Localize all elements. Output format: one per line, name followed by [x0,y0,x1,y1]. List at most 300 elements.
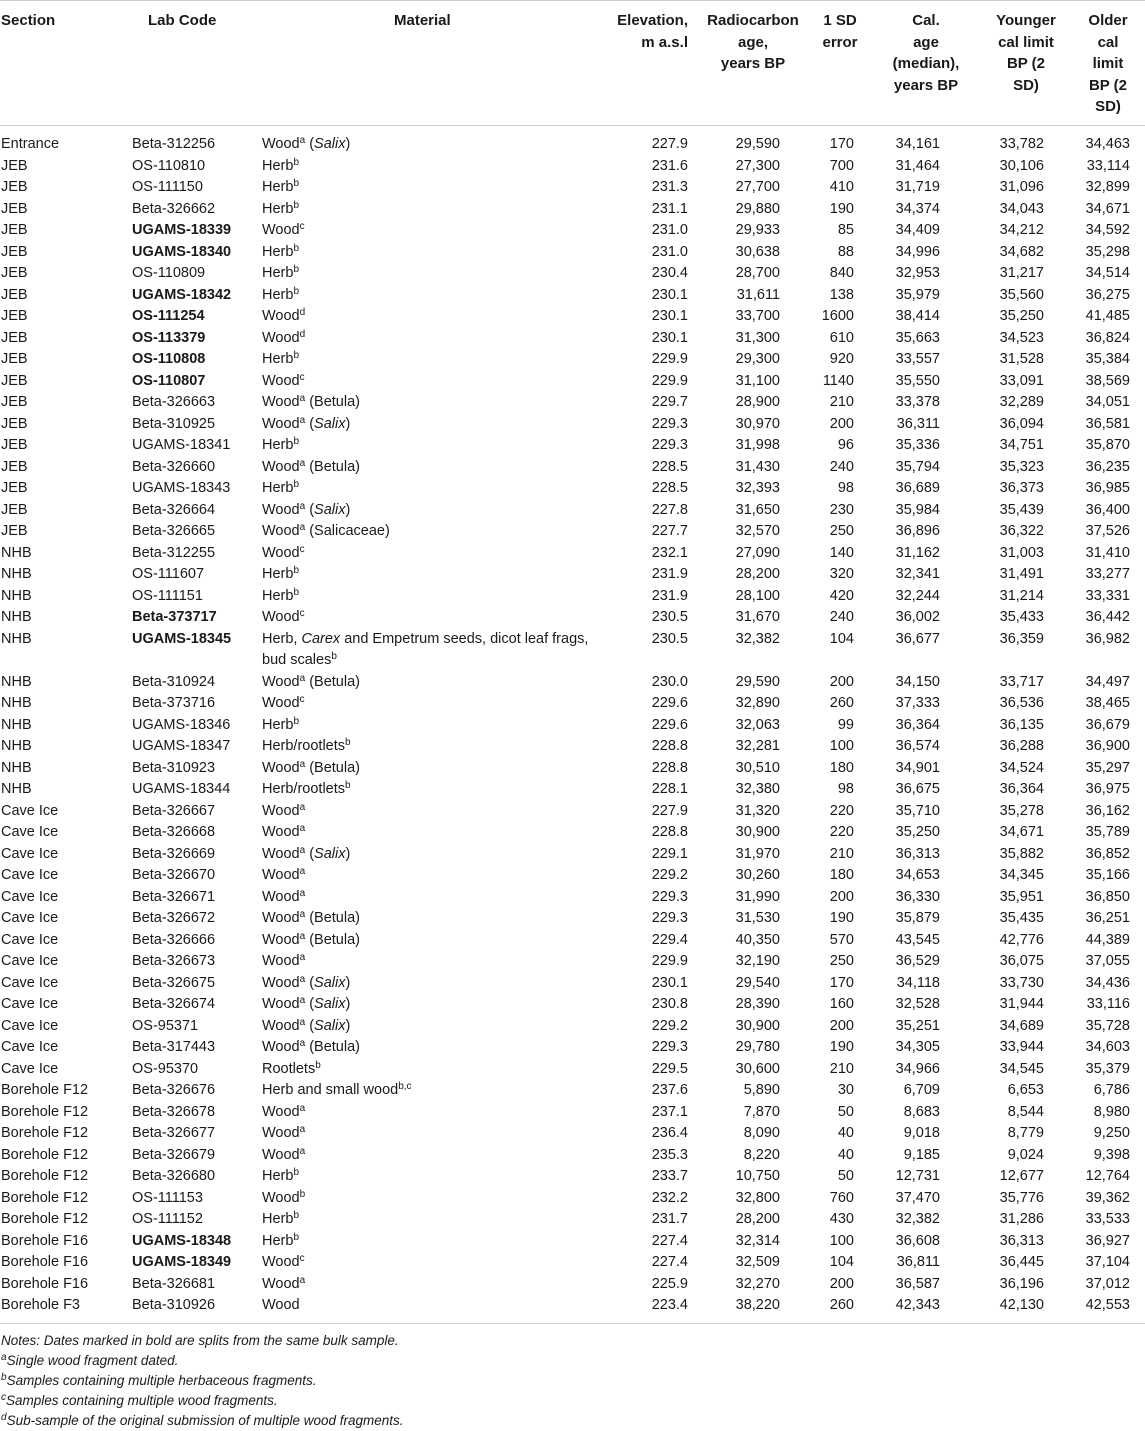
footnote-mark: b [345,737,351,748]
cell-cal-age-median: 9,018 [903,1125,940,1141]
material-text: Herb [262,587,294,604]
cell-material [262,500,592,522]
cell-lab-code: Beta-326667 [132,802,216,819]
footnote-mark: c [299,608,305,619]
cell-younger-limit: 35,439 [999,501,1044,518]
cell-elevation: 229.2 [651,1017,688,1034]
cell-radiocarbon-age: 8,090 [743,1125,780,1141]
cell-cal-age-median: 34,305 [895,1039,940,1055]
table-row [0,1209,1145,1231]
footnote-mark: b [331,651,337,662]
cell-younger-limit: 34,751 [999,437,1044,453]
material-text: Wood [262,458,300,475]
cell-elevation: 229.9 [651,372,688,389]
footnote-mark: b [293,199,299,211]
cell-section: JEB [1,437,28,453]
material-text: Wood [262,222,300,238]
cell-elevation: 229.2 [651,867,688,883]
cell-lab-code: Beta-326676 [132,1082,216,1098]
table-row [0,844,1145,866]
cell-cal-age-median: 32,382 [895,1211,940,1227]
cell-lab-code: OS-110809 [132,265,206,281]
cell-cal-age-median: 34,150 [895,673,940,690]
header-elevation-line: Elevation, [617,12,688,29]
cell-section: Cave Ice [1,1039,59,1055]
table-notes [1,1331,404,1431]
cell-sd-error: 230 [829,501,854,518]
material-text: Wood [262,845,300,862]
cell-sd-error: 190 [829,910,854,926]
cell-sd-error: 100 [829,1232,854,1249]
cell-sd-error: 138 [829,286,854,303]
cell-radiocarbon-age: 28,200 [735,566,780,582]
footnote-mark: a [299,1124,306,1135]
cell-younger-limit: 34,212 [999,222,1044,238]
cell-cal-age-median: 31,464 [895,157,940,174]
note-c [1,1391,404,1411]
table-row [0,1102,1145,1124]
cell-material [262,586,592,608]
cell-older-limit: 41,485 [1085,308,1130,324]
cell-radiocarbon-age: 31,300 [735,329,780,346]
material-text: Salix [314,136,346,152]
cell-older-limit: 36,850 [1085,888,1130,905]
cell-elevation: 229.6 [651,716,688,733]
cell-radiocarbon-age: 32,190 [735,953,780,969]
cell-younger-limit: 34,545 [999,1060,1044,1077]
cell-cal-age-median: 36,587 [895,1275,940,1292]
cell-younger-limit: 31,944 [999,996,1044,1012]
table-row [0,371,1145,393]
cell-sd-error: 99 [837,716,854,733]
cell-older-limit: 37,055 [1085,953,1130,969]
cell-lab-code: Beta-326669 [132,845,216,862]
material-text: Wood [262,372,300,389]
cell-material [262,328,592,350]
cell-radiocarbon-age: 31,670 [735,609,780,625]
cell-material [262,672,592,694]
cell-material [262,371,592,393]
cell-elevation: 230.0 [651,673,688,690]
cell-lab-code: OS-111153 [132,1189,203,1206]
material-text: Wood [262,523,300,539]
cell-material [262,930,592,952]
header-radiocarbon-line: Radiocarbon [707,12,799,29]
cell-sd-error: 180 [829,759,854,776]
header-cal-age-line: (median), [892,55,960,72]
cell-cal-age-median: 36,330 [895,888,940,905]
footnote-mark: a [299,844,306,856]
cell-section: Borehole F12 [1,1211,89,1227]
cell-cal-age-median: 9,185 [903,1146,940,1163]
cell-material [262,543,592,565]
material-text: Salix [314,996,346,1012]
cell-lab-code: UGAMS-18347 [132,738,231,754]
cell-younger-limit: 35,323 [999,458,1044,475]
header-section: Section [1,12,56,29]
cell-elevation: 229.3 [651,415,688,432]
cell-older-limit: 36,581 [1085,415,1130,432]
cell-material [262,1295,592,1317]
cell-section: NHB [1,738,32,754]
cell-elevation: 225.9 [651,1275,688,1292]
material-text: and Empetrum seeds, dicot leaf frags, bud scales [262,630,589,668]
material-text: Wood [262,1146,300,1163]
cell-material [262,521,592,543]
cell-section: NHB [1,630,32,647]
cell-section: NHB [1,587,32,604]
cell-elevation: 228.8 [651,738,688,754]
footnote-mark: b [293,1210,299,1221]
cell-radiocarbon-age: 33,700 [735,308,780,324]
cell-section: NHB [1,673,32,690]
cell-older-limit: 34,592 [1085,222,1130,238]
cell-cal-age-median: 32,341 [895,566,940,582]
cell-material [262,306,592,328]
cell-elevation: 230.5 [651,630,688,647]
cell-sd-error: 40 [837,1146,854,1163]
cell-cal-age-median: 35,336 [895,437,940,453]
cell-younger-limit: 35,435 [999,910,1044,926]
cell-elevation: 229.9 [651,953,688,969]
header-radiocarbon-line: years BP [720,55,786,72]
table-row [0,285,1145,307]
cell-lab-code: OS-110808 [132,351,206,367]
cell-elevation: 230.1 [651,308,688,324]
cell-older-limit: 32,899 [1085,179,1130,195]
cell-sd-error: 250 [829,523,854,539]
cell-cal-age-median: 35,979 [895,286,940,303]
material-text: Wood [262,910,300,926]
cell-sd-error: 85 [837,222,854,238]
cell-elevation: 232.1 [651,544,688,561]
cell-younger-limit: 34,345 [999,867,1044,883]
cell-elevation: 223.4 [651,1297,688,1313]
cell-elevation: 228.1 [651,781,688,797]
material-text: Herb [262,200,294,217]
cell-section: Entrance [1,136,60,152]
table-row [0,672,1145,694]
cell-sd-error: 30 [837,1082,854,1098]
material-text: ( [305,974,315,991]
cell-younger-limit: 36,313 [999,1232,1044,1249]
cell-section: Borehole F12 [1,1103,89,1120]
cell-lab-code: OS-95370 [132,1060,199,1077]
material-text: Wood [262,695,300,711]
note-text: Sub-sample of the original submission of multiple wood fragments. [6,1413,404,1428]
cell-section: NHB [1,695,32,711]
cell-sd-error: 570 [829,931,854,948]
material-text: Wood [262,1017,300,1034]
material-text: Wood [262,329,300,346]
cell-radiocarbon-age: 7,870 [743,1103,780,1120]
header-younger-line: cal limit [998,33,1054,51]
cell-cal-age-median: 34,996 [895,243,940,260]
cell-older-limit: 34,463 [1085,136,1130,152]
cell-younger-limit: 33,782 [999,136,1044,152]
cell-cal-age-median: 36,529 [895,953,940,969]
cell-section: Cave Ice [1,974,59,991]
cell-section: JEB [1,523,28,539]
cell-material [262,1209,592,1231]
cell-older-limit: 42,553 [1085,1297,1130,1313]
cell-older-limit: 36,235 [1085,458,1130,475]
material-text: Wood [262,501,300,518]
header-sd-error [812,10,868,53]
header-sd-error-line: 1 SD [823,12,857,29]
cell-material [262,1080,592,1102]
footnote-mark: a [299,887,306,899]
cell-cal-age-median: 34,118 [896,974,940,991]
cell-older-limit: 36,852 [1085,845,1130,862]
cell-sd-error: 210 [829,1060,854,1077]
cell-older-limit: 33,114 [1086,157,1130,174]
cell-older-limit: 34,436 [1085,974,1130,991]
cell-lab-code: Beta-326677 [132,1125,216,1141]
cell-sd-error: 88 [837,243,854,260]
cell-sd-error: 1600 [821,308,854,324]
table-row [0,414,1145,436]
cell-material [262,220,592,242]
cell-lab-code: Beta-312256 [132,136,216,152]
table-row [0,156,1145,178]
cell-older-limit: 34,671 [1085,200,1130,217]
table-header-rule [0,125,1145,126]
cell-material [262,1274,592,1296]
table-row [0,1080,1145,1102]
footnote-mark: b [293,264,299,275]
table-row [0,822,1145,844]
cell-lab-code: Beta-326673 [132,953,216,969]
header-younger-line: Younger [996,12,1056,29]
cell-elevation: 229.7 [651,394,688,410]
cell-lab-code: OS-111151 [132,587,203,604]
footnote-mark: b [299,1188,306,1200]
cell-younger-limit: 35,278 [999,802,1044,819]
footnote-mark: a [299,393,306,404]
footnote-mark: d [299,328,306,340]
cell-section: Borehole F16 [1,1232,89,1249]
cell-older-limit: 31,410 [1085,544,1130,561]
footnote-mark: b [293,1231,299,1243]
cell-lab-code: Beta-326666 [132,931,216,948]
table-row [0,758,1145,780]
cell-elevation: 227.4 [651,1232,688,1249]
cell-sd-error: 180 [829,867,854,883]
material-text: ( [305,501,315,518]
cell-sd-error: 190 [829,200,854,217]
footnote-mark: b [293,242,299,254]
cell-radiocarbon-age: 27,700 [735,179,780,195]
cell-lab-code: Beta-326660 [132,458,216,475]
cell-elevation: 231.6 [651,157,688,174]
table-row [0,263,1145,285]
cell-elevation: 229.3 [651,1039,688,1055]
cell-younger-limit: 35,951 [999,888,1044,905]
footnote-mark: b [345,780,351,791]
material-text: (Salicaceae) [305,523,390,539]
cell-younger-limit: 35,776 [999,1189,1044,1206]
cell-older-limit: 35,297 [1085,759,1130,776]
cell-elevation: 227.9 [651,802,688,819]
cell-section: Borehole F3 [1,1297,80,1313]
footnote-mark: a [299,457,306,469]
cell-elevation: 231.1 [651,200,688,217]
cell-radiocarbon-age: 31,320 [735,802,780,819]
header-younger-line: SD) [1013,76,1039,94]
material-text: Wood [262,1103,300,1120]
cell-elevation: 229.3 [651,888,688,905]
cell-lab-code: Beta-373717 [132,609,217,625]
cell-older-limit: 34,603 [1085,1039,1130,1055]
table-row [0,220,1145,242]
footnote-mark: a [299,758,306,770]
cell-cal-age-median: 35,663 [895,329,940,346]
cell-cal-age-median: 35,794 [895,458,940,475]
cell-older-limit: 36,275 [1085,286,1130,303]
table-row [0,951,1145,973]
material-text: ( [305,1017,315,1034]
cell-older-limit: 35,384 [1085,351,1130,367]
cell-section: NHB [1,609,32,625]
footnote-mark: a [299,672,306,684]
cell-sd-error: 200 [829,673,854,690]
table-row [0,994,1145,1016]
cell-elevation: 236.4 [651,1125,688,1141]
cell-sd-error: 210 [829,845,854,862]
footnote-mark: a [299,1274,306,1286]
cell-cal-age-median: 35,879 [895,910,940,926]
cell-sd-error: 98 [837,781,854,797]
cell-older-limit: 6,786 [1093,1082,1130,1098]
cell-cal-age-median: 36,311 [896,415,940,432]
footnote-mark: a [299,952,306,963]
table-row [0,478,1145,500]
footnote-mark: b [293,715,299,727]
footnote-mark: b [293,436,299,447]
cell-cal-age-median: 37,470 [895,1189,940,1206]
material-text: Wood [262,1297,300,1313]
cell-radiocarbon-age: 29,540 [735,974,780,991]
material-text: ) [345,1017,351,1034]
header-older-line: BP (2 [1088,76,1128,94]
cell-younger-limit: 32,289 [999,394,1044,410]
material-text: Wood [262,308,300,324]
cell-radiocarbon-age: 30,638 [735,243,780,260]
material-text: Rootlets [262,1060,316,1077]
cell-older-limit: 36,400 [1085,501,1130,518]
cell-younger-limit: 31,214 [999,587,1044,604]
cell-material [262,435,592,457]
cell-younger-limit: 9,024 [1007,1146,1044,1163]
cell-cal-age-median: 33,378 [895,394,940,410]
cell-radiocarbon-age: 8,220 [743,1146,780,1163]
cell-section: Borehole F12 [1,1168,89,1184]
footnote-mark: b [315,1059,321,1071]
material-text: (Betula) [305,759,360,776]
cell-lab-code: OS-111607 [132,566,205,582]
cell-sd-error: 700 [829,157,854,174]
cell-section: Cave Ice [1,953,59,969]
cell-radiocarbon-age: 30,600 [735,1060,780,1077]
cell-material [262,199,592,221]
footnote-mark: a [299,973,306,985]
cell-lab-code: UGAMS-18349 [132,1254,232,1270]
cell-material [262,758,592,780]
cell-younger-limit: 34,671 [999,824,1044,840]
material-text: Wood [262,1125,300,1141]
cell-younger-limit: 33,944 [999,1039,1044,1055]
cell-lab-code: Beta-326678 [132,1103,216,1120]
cell-lab-code: OS-95371 [132,1017,199,1034]
cell-elevation: 230.8 [651,996,688,1012]
cell-sd-error: 410 [829,179,854,195]
cell-sd-error: 260 [829,1297,854,1313]
header-older-line: cal [1097,33,1119,51]
material-text: Herb [262,286,294,303]
cell-section: NHB [1,759,32,776]
material-text: Wood [262,867,300,883]
cell-section: JEB [1,329,28,346]
cell-cal-age-median: 34,374 [895,200,940,217]
cell-cal-age-median: 37,333 [895,695,940,711]
cell-elevation: 231.0 [651,222,688,238]
table-row [0,199,1145,221]
cell-elevation: 237.1 [651,1103,688,1120]
header-younger-line: BP (2 [1006,55,1046,72]
cell-older-limit: 33,533 [1085,1211,1130,1227]
cell-section: JEB [1,372,28,389]
table-row [0,779,1145,801]
cell-younger-limit: 35,433 [999,609,1044,625]
cell-material [262,242,592,264]
cell-older-limit: 34,051 [1085,394,1130,410]
cell-older-limit: 34,514 [1085,265,1130,281]
cell-cal-age-median: 32,528 [895,996,940,1012]
material-text: ) [345,845,351,862]
cell-elevation: 230.1 [651,974,688,991]
cell-sd-error: 50 [837,1168,854,1184]
cell-younger-limit: 33,717 [999,673,1044,690]
cell-elevation: 227.4 [651,1254,688,1270]
cell-elevation: 227.9 [651,136,688,152]
cell-lab-code: OS-110807 [132,372,206,389]
cell-cal-age-median: 31,162 [895,544,940,561]
cell-material [262,1102,592,1124]
cell-older-limit: 33,331 [1085,587,1130,604]
cell-section: NHB [1,716,32,733]
cell-older-limit: 35,166 [1085,867,1130,883]
cell-older-limit: 35,379 [1085,1060,1130,1077]
cell-material [262,822,592,844]
cell-younger-limit: 36,359 [999,630,1044,647]
cell-sd-error: 100 [829,738,854,754]
cell-radiocarbon-age: 32,570 [735,523,780,539]
cell-older-limit: 35,870 [1085,437,1130,453]
table-row [0,500,1145,522]
cell-older-limit: 36,251 [1085,910,1130,926]
cell-material [262,693,592,715]
cell-section: JEB [1,394,28,410]
material-text: Wood [262,759,300,776]
cell-cal-age-median: 36,811 [896,1254,940,1270]
cell-material [262,478,592,500]
cell-material [262,994,592,1016]
header-cal-age-line: Cal. [912,12,940,29]
cell-section: JEB [1,501,28,518]
cell-radiocarbon-age: 30,900 [735,1017,780,1034]
cell-section: Cave Ice [1,1017,59,1034]
